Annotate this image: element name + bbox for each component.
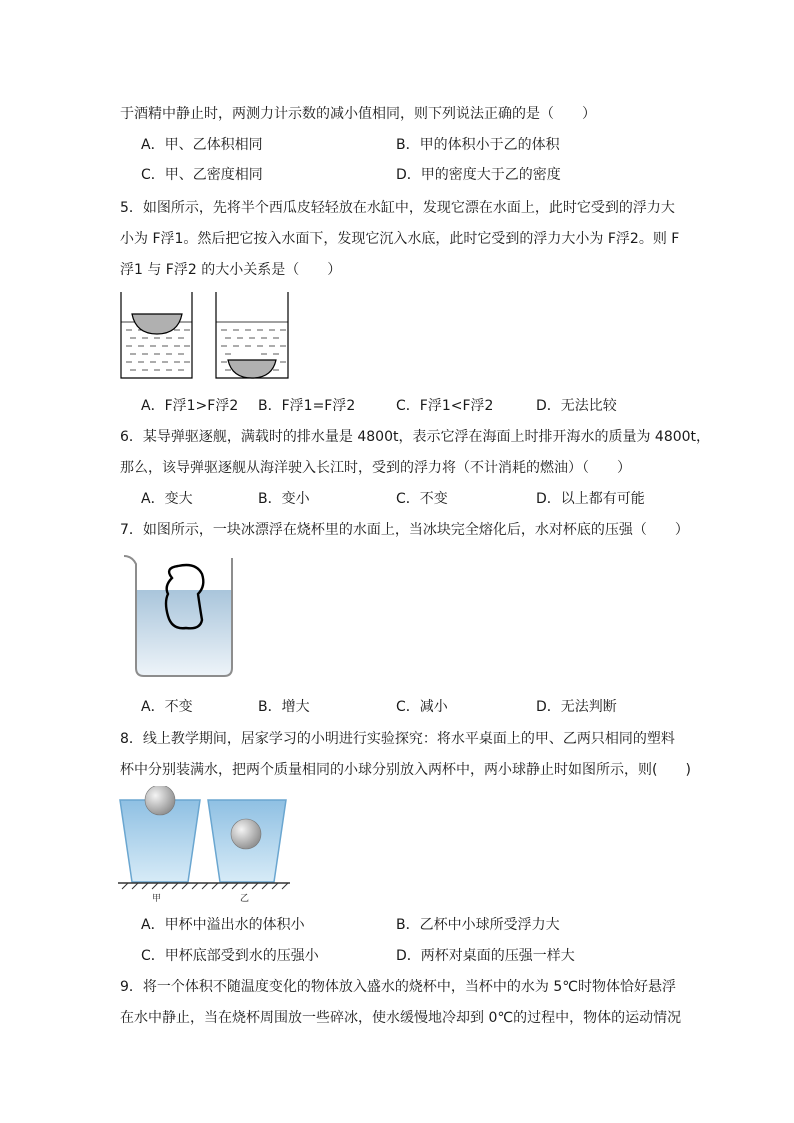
q5-option-b: B．F浮1=F浮2 xyxy=(258,398,356,414)
q8-option-c: C．甲杯底部受到水的压强小 xyxy=(141,948,319,964)
q5-stem-line2: 小为 F浮1。然后把它按入水面下，发现它沉入水底，此时它受到的浮力大小为 F浮2。则 F xyxy=(120,231,680,247)
q8-stem-line2: 杯中分别装满水，把两个质量相同的小球分别放入两杯中，两小球静止时如图所示，则( ) xyxy=(120,762,691,778)
ball-jia xyxy=(145,786,175,815)
ball-yi xyxy=(231,819,261,849)
watermelon-rind-sunk xyxy=(228,360,276,378)
q7-option-c: C．减小 xyxy=(396,699,448,715)
q9-stem-line2: 在水中静止，当在烧杯周围放一些碎冰，使水缓慢地冷却到 0℃的过程中，物体的运动情况 xyxy=(120,1010,682,1026)
q7-option-d: D．无法判断 xyxy=(536,699,617,715)
q7-option-b: B．增大 xyxy=(258,699,310,715)
label-jia: 甲 xyxy=(152,894,162,904)
cup-jia xyxy=(120,786,200,882)
q6-option-b: B．变小 xyxy=(258,491,310,507)
q4-option-d: D．甲的密度大于乙的密度 xyxy=(396,167,561,183)
tank-floating xyxy=(121,292,192,378)
q6-stem-line2: 那么，该导弹驱逐舰从海洋驶入长江时，受到的浮力将（不计消耗的燃油）（ ） xyxy=(120,460,631,476)
q6-stem-line1: 6．某导弹驱逐舰，满载时的排水量是 4800t，表示它浮在海面上时排开海水的质量为 4800t， xyxy=(120,429,711,445)
q4-option-b: B．甲的体积小于乙的体积 xyxy=(396,137,560,153)
q8-option-d: D．两杯对桌面的压强一样大 xyxy=(396,948,575,964)
q8-stem-line1: 8．线上教学期间，居家学习的小明进行实验探究：将水平桌面上的甲、乙两只相同的塑料 xyxy=(120,731,675,747)
q6-option-a: A．变大 xyxy=(141,491,193,507)
q7-stem-line1: 7．如图所示，一块冰漂浮在烧杯里的水面上，当冰块完全熔化后，水对杯底的压强（ ） xyxy=(120,522,689,538)
water-hatch-left xyxy=(126,330,190,370)
tank-sunk xyxy=(216,292,288,378)
label-yi: 乙 xyxy=(240,894,250,904)
two-cups-figure xyxy=(118,786,290,890)
q9-stem-line1: 9．将一个体积不随温度变化的物体放入盛水的烧杯中，当杯中的水为 5℃时物体恰好悬浮 xyxy=(120,979,676,995)
q6-option-d: D．以上都有可能 xyxy=(536,491,645,507)
q7-option-a: A．不变 xyxy=(141,699,193,715)
q8-option-b: B．乙杯中小球所受浮力大 xyxy=(396,917,560,933)
q4-stem: 于酒精中静止时，两测力计示数的减小值相同，则下列说法正确的是（ ） xyxy=(120,106,596,122)
beaker-water xyxy=(136,590,232,676)
q4-option-c: C．甲、乙密度相同 xyxy=(141,167,263,183)
q5-stem-line3: 浮1 与 F浮2 的大小关系是（ ） xyxy=(120,262,342,278)
table-surface xyxy=(118,883,290,889)
q4-option-a: A．甲、乙体积相同 xyxy=(141,137,263,153)
q6-option-c: C．不变 xyxy=(396,491,448,507)
q8-option-a: A．甲杯中溢出水的体积小 xyxy=(141,917,305,933)
beaker-ice-figure xyxy=(120,550,240,680)
q5-option-c: C．F浮1<F浮2 xyxy=(396,398,494,414)
q5-option-d: D．无法比较 xyxy=(536,398,617,414)
q5-stem-line1: 5．如图所示，先将半个西瓜皮轻轻放在水缸中，发现它漂在水面上，此时它受到的浮力大 xyxy=(120,200,675,216)
watermelon-tank-figure xyxy=(118,290,294,382)
watermelon-rind-floating xyxy=(132,314,182,334)
q5-option-a: A．F浮1>F浮2 xyxy=(141,398,239,414)
cup-yi xyxy=(208,800,286,882)
